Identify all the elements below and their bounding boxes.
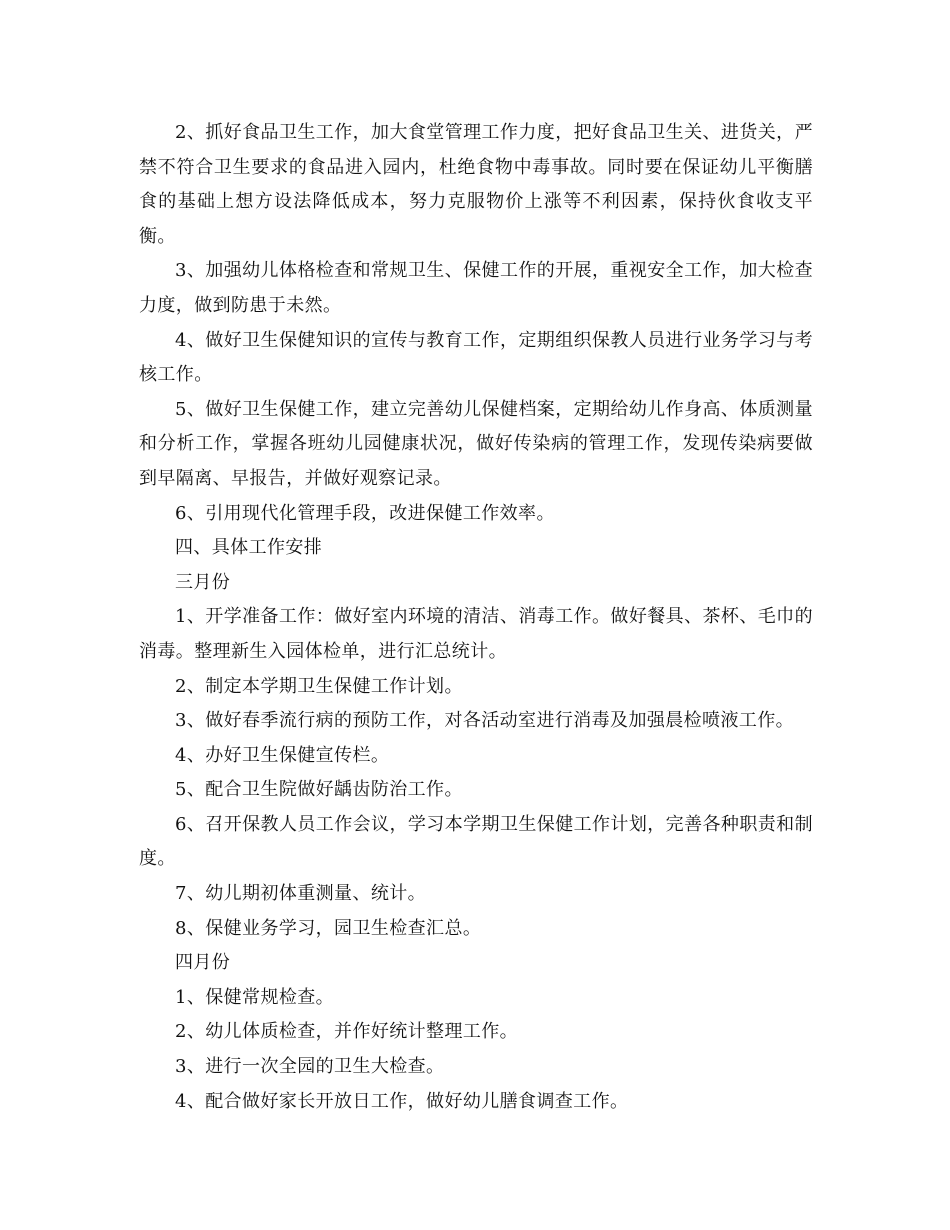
list-item: 1、保健常规检查。	[175, 986, 335, 1008]
list-item: 6、召开保教人员工作会议，学习本学期卫生保健工作计划，完善各种职责和制度。	[139, 813, 813, 870]
paragraph-food-hygiene: 2、抓好食品卫生工作，加大食堂管理工作力度，把好食品卫生关、进货关，严禁不符合卫生要求的食品进入园内，杜绝食物中毒事故。同时要在保证幼儿平衡膳食的基础上想方设法降低成本，努力克服物价上涨等不利因素，保持伙食收支平衡。	[139, 122, 813, 247]
list-item: 4、配合做好家长开放日工作，做好幼儿膳食调查工作。	[175, 1090, 629, 1112]
list-item: 4、办好卫生保健宣传栏。	[175, 744, 390, 766]
list-item: 7、幼儿期初体重测量、统计。	[175, 883, 427, 905]
document-body	[139, 116, 813, 1119]
list-item: 3、进行一次全园的卫生大检查。	[175, 1056, 445, 1078]
list-item: 3、做好春季流行病的预防工作，对各活动室进行消毒及加强晨检喷液工作。	[175, 710, 795, 732]
paragraph-modern-management: 6、引用现代化管理手段，改进保健工作效率。	[175, 502, 555, 524]
list-item: 2、制定本学期卫生保健工作计划。	[175, 675, 463, 697]
section-heading: 四、具体工作安排	[175, 537, 323, 559]
list-item: 2、幼儿体质检查，并作好统计整理工作。	[175, 1021, 519, 1043]
paragraph-health-records: 5、做好卫生保健工作，建立完善幼儿保健档案，定期给幼儿作身高、体质测量和分析工作，掌握各班幼儿园健康状况，做好传染病的管理工作，发现传染病要做到早隔离、早报告，并做好观察记录。	[139, 398, 813, 489]
list-item: 8、保健业务学习，园卫生检查汇总。	[175, 917, 482, 939]
month-heading-march: 三月份	[175, 571, 231, 593]
list-item: 1、开学准备工作：做好室内环境的清洁、消毒工作。做好餐具、茶杯、毛巾的消毒。整理新生入园体检单，进行汇总统计。	[139, 606, 813, 662]
paragraph-health-education: 4、做好卫生保健知识的宣传与教育工作，定期组织保教人员进行业务学习与考核工作。	[139, 329, 813, 386]
list-item: 5、配合卫生院做好龋齿防治工作。	[175, 779, 463, 801]
month-heading-april: 四月份	[175, 952, 231, 974]
paragraph-health-checks: 3、加强幼儿体格检查和常规卫生、保健工作的开展，重视安全工作，加大检查力度，做到防患于未然。	[139, 260, 813, 316]
